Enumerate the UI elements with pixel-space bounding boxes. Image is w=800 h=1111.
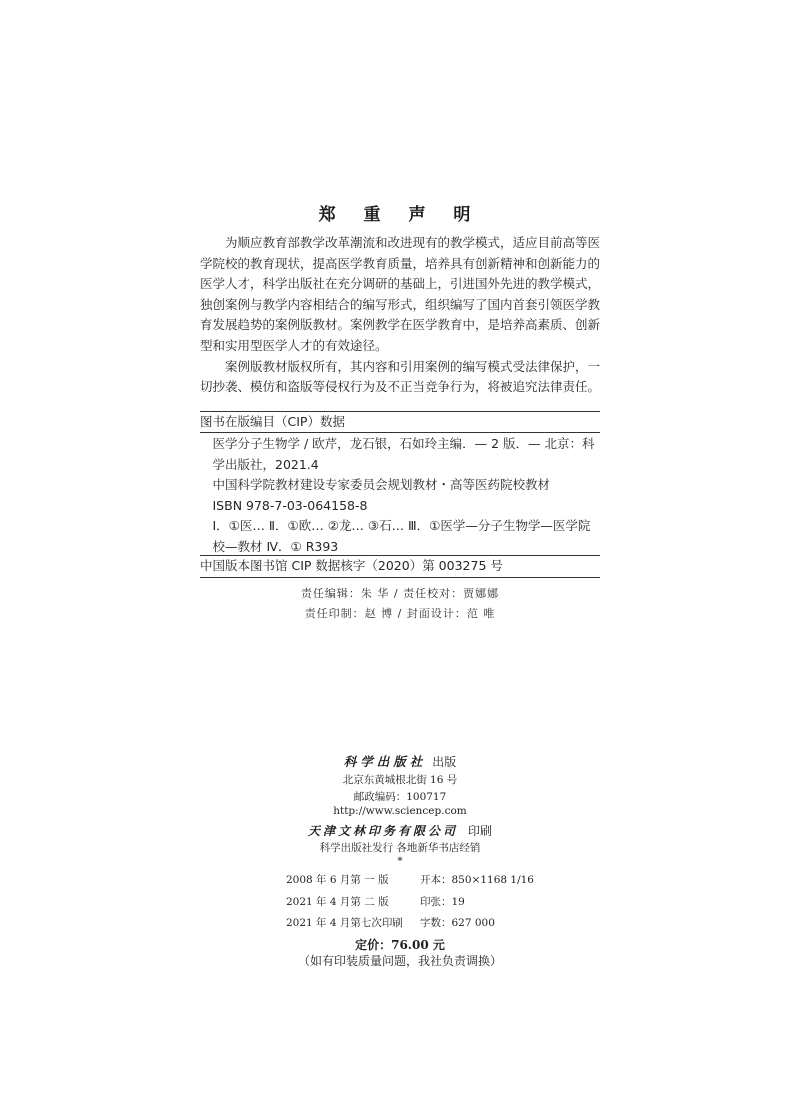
edition-row bbox=[286, 915, 534, 937]
edition-row bbox=[286, 894, 534, 916]
cip-bottom-rule bbox=[200, 577, 600, 578]
price: 定价：76.00 元 bbox=[355, 938, 445, 952]
declaration-body bbox=[200, 233, 600, 398]
editors-line-1: 责任编辑：朱 华 / 责任校对：贾娜娜 bbox=[300, 587, 500, 600]
edition-table bbox=[286, 872, 534, 937]
edition-left: 2021 年 4 月第 二 版 bbox=[286, 895, 389, 908]
publisher-line bbox=[0, 752, 800, 770]
cip-subjects-line: Ⅰ．①医… Ⅱ．①欧… ②龙… ③石… Ⅲ．①医学—分子生物学—医学院校—教材 Ⅳ．① R393 bbox=[212, 518, 591, 554]
publisher-postcode: 邮政编码：100717 bbox=[353, 791, 447, 803]
publisher-address: 北京东黄城根北街 16 号 bbox=[342, 774, 458, 786]
declaration-paragraph: 案例版教材版权所有，其内容和引用案例的编写模式受法律保护，一切抄袭、模仿和盗版等侵权行为及不正当竞争行为，将被追究法律责任。 bbox=[200, 358, 601, 395]
cip-heading-rule bbox=[200, 432, 600, 433]
edition-left: 2021 年 4 月第七次印刷 bbox=[286, 917, 403, 929]
cip-number: 中国版本图书馆 CIP 数据核字（2020）第 003275 号 bbox=[200, 558, 503, 573]
edition-right: 开本：850×1168 1/16 bbox=[420, 874, 534, 886]
cip-series-line: 中国科学院教材建设专家委员会规划教材・高等医药院校教材 bbox=[212, 477, 551, 493]
edition-row bbox=[286, 872, 534, 894]
edition-left: 2008 年 6 月第 一 版 bbox=[286, 874, 389, 886]
cip-record bbox=[200, 434, 600, 558]
publisher-suffix: 出版 bbox=[432, 755, 457, 769]
distribution-line: 科学出版社发行 各地新华书店经销 bbox=[319, 842, 481, 854]
cip-isbn: ISBN 978-7-03-064158-8 bbox=[212, 497, 368, 513]
cip-heading: 图书在版编目（CIP）数据 bbox=[200, 414, 345, 429]
publisher-website: http://www.sciencep.com bbox=[333, 805, 467, 817]
imprint-divider: * bbox=[397, 855, 403, 867]
publisher-logo: 科学出版社 bbox=[343, 754, 427, 769]
printer-logo: 天津文林印务有限公司 bbox=[307, 824, 458, 838]
edition-right: 印张：19 bbox=[420, 895, 465, 908]
quality-notice: （如有印装质量问题，我社负责调换） bbox=[297, 954, 502, 968]
cip-number-block bbox=[200, 556, 600, 577]
printer-line bbox=[0, 822, 800, 839]
printer-suffix: 印刷 bbox=[468, 824, 493, 838]
declaration-paragraph: 为顺应教育部教学改革潮流和改进现有的教学模式，适应目前高等医学院校的教育现状，提高医学教育质量，培养具有创新精神和创新能力的医学人才，科学出版社在充分调研的基础上，引进国外先进的教学模式，独创案例与教学内容相结合的编写形式，组织编写了国内首套引领医学教育发展趋势的案例版教材。案例教学在医学教育中，是培养高素质、创新型和实用型医学人才的有效途径。 bbox=[200, 235, 601, 353]
declaration-title: 郑 重 声 明 bbox=[318, 205, 482, 225]
edition-right: 字数：627 000 bbox=[420, 917, 495, 929]
cip-block bbox=[200, 412, 600, 433]
cip-book-line: 医学分子生物学 / 欧芹，龙石银，石如玲主编．— 2 版．— 北京：科学出版社，2021.4 bbox=[212, 436, 595, 472]
editors-line-2: 责任印制：赵 博 / 封面设计：范 唯 bbox=[304, 607, 496, 620]
